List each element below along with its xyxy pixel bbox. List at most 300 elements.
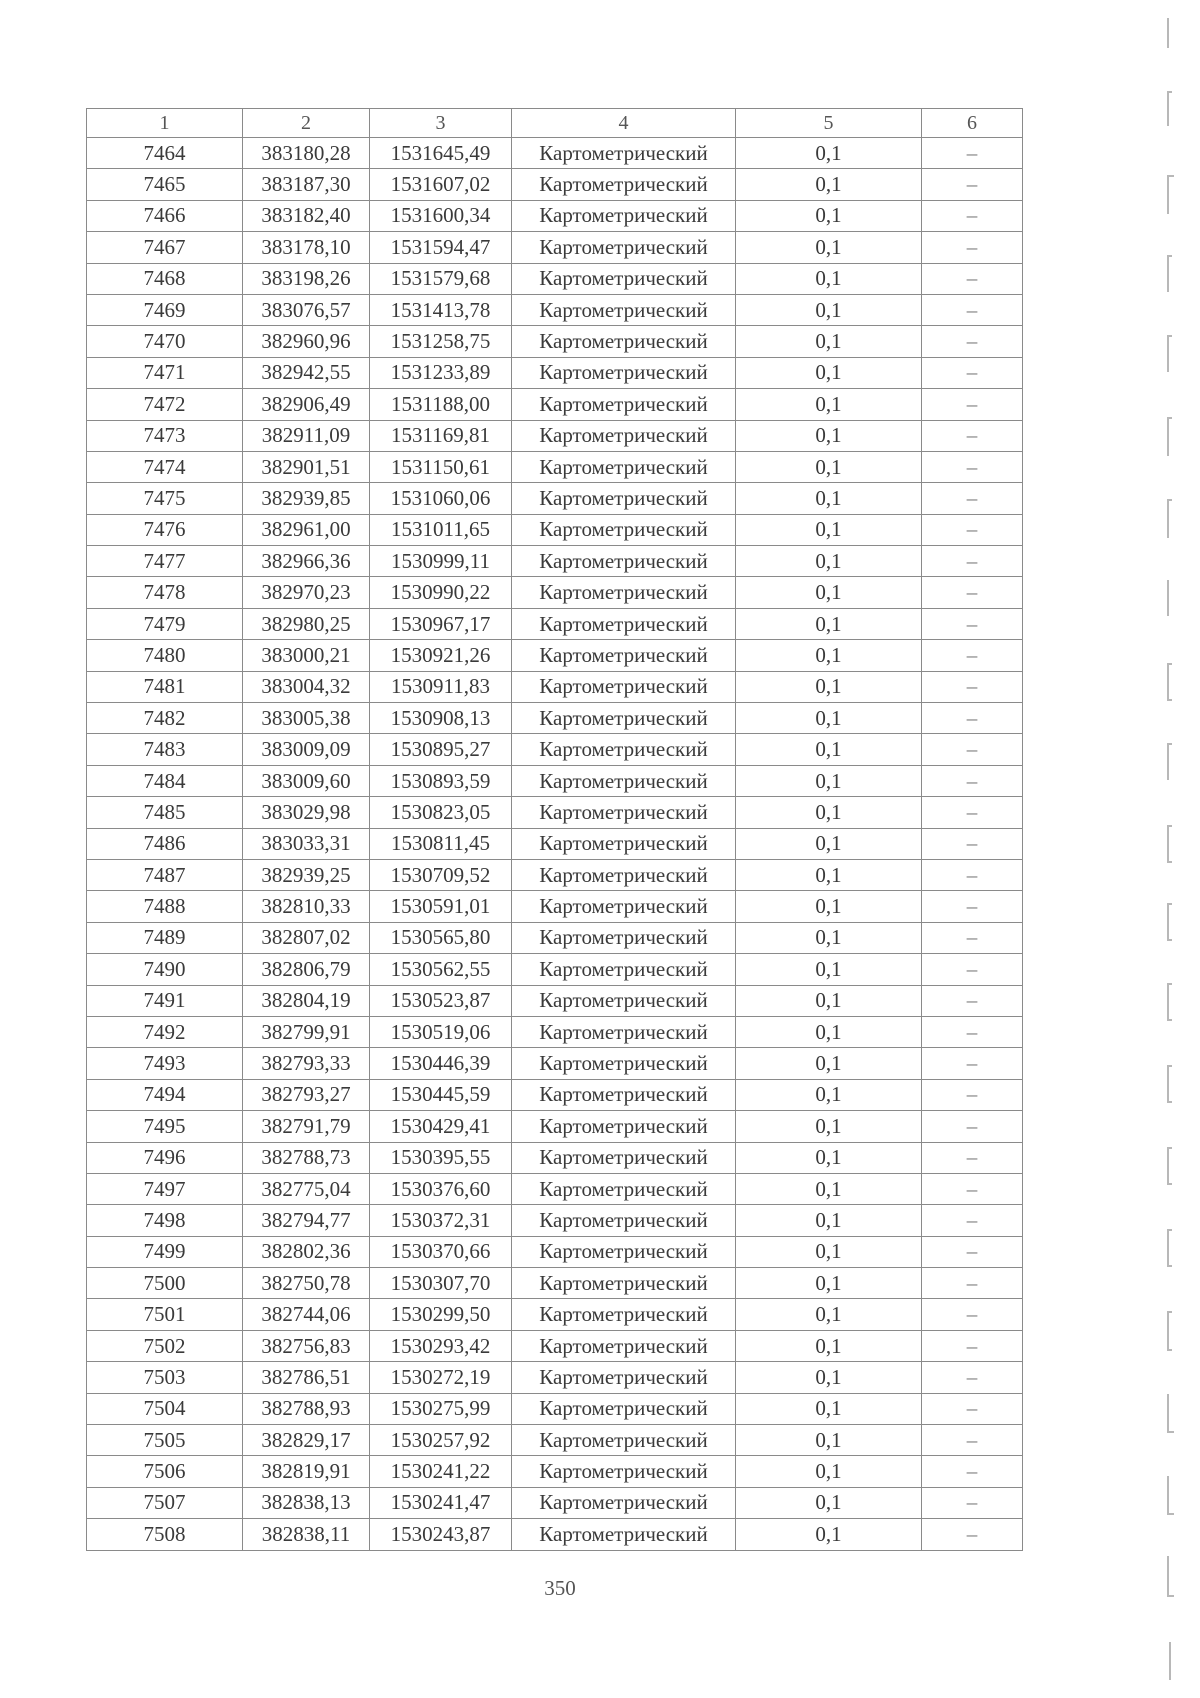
y-coordinate-cell: 1531011,65 [370, 514, 512, 545]
x-coordinate-cell: 382791,79 [243, 1111, 370, 1142]
y-coordinate-cell: 1530823,05 [370, 797, 512, 828]
point-number-cell: 7482 [87, 703, 243, 734]
y-coordinate-cell: 1531607,02 [370, 169, 512, 200]
point-number-cell: 7475 [87, 483, 243, 514]
x-coordinate-cell: 383009,60 [243, 765, 370, 796]
accuracy-cell: 0,1 [736, 138, 922, 169]
table-row [87, 420, 1023, 451]
note-cell: – [922, 859, 1023, 890]
note-cell: – [922, 546, 1023, 577]
x-coordinate-cell: 382966,36 [243, 546, 370, 577]
y-coordinate-cell: 1531600,34 [370, 200, 512, 231]
x-coordinate-cell: 382794,77 [243, 1205, 370, 1236]
y-coordinate-cell: 1531594,47 [370, 232, 512, 263]
point-number-cell: 7474 [87, 451, 243, 482]
x-coordinate-cell: 382744,06 [243, 1299, 370, 1330]
table-row [87, 765, 1023, 796]
note-cell: – [922, 671, 1023, 702]
accuracy-cell: 0,1 [736, 734, 922, 765]
table-row [87, 1362, 1023, 1393]
note-cell: – [922, 1456, 1023, 1487]
x-coordinate-cell: 382970,23 [243, 577, 370, 608]
y-coordinate-cell: 1530811,45 [370, 828, 512, 859]
table-row [87, 169, 1023, 200]
x-coordinate-cell: 382901,51 [243, 451, 370, 482]
accuracy-cell: 0,1 [736, 891, 922, 922]
table-row [87, 357, 1023, 388]
table-row [87, 671, 1023, 702]
y-coordinate-cell: 1530591,01 [370, 891, 512, 922]
accuracy-cell: 0,1 [736, 1425, 922, 1456]
method-cell: Картометрический [512, 671, 736, 702]
accuracy-cell: 0,1 [736, 797, 922, 828]
note-cell: – [922, 1425, 1023, 1456]
point-number-cell: 7494 [87, 1079, 243, 1110]
table-row [87, 1393, 1023, 1424]
accuracy-cell: 0,1 [736, 1393, 922, 1424]
y-coordinate-cell: 1530241,47 [370, 1487, 512, 1518]
x-coordinate-cell: 382942,55 [243, 357, 370, 388]
point-number-cell: 7497 [87, 1173, 243, 1204]
point-number-cell: 7504 [87, 1393, 243, 1424]
note-cell: – [922, 294, 1023, 325]
x-coordinate-cell: 382906,49 [243, 389, 370, 420]
point-number-cell: 7465 [87, 169, 243, 200]
table-row [87, 1299, 1023, 1330]
method-cell: Картометрический [512, 828, 736, 859]
table-row [87, 138, 1023, 169]
note-cell: – [922, 357, 1023, 388]
table-row [87, 1016, 1023, 1047]
accuracy-cell: 0,1 [736, 483, 922, 514]
y-coordinate-cell: 1530895,27 [370, 734, 512, 765]
x-coordinate-cell: 383182,40 [243, 200, 370, 231]
table-row [87, 859, 1023, 890]
table-row [87, 326, 1023, 357]
x-coordinate-cell: 382980,25 [243, 608, 370, 639]
accuracy-cell: 0,1 [736, 451, 922, 482]
x-coordinate-cell: 382802,36 [243, 1236, 370, 1267]
method-cell: Картометрический [512, 294, 736, 325]
point-number-cell: 7490 [87, 954, 243, 985]
method-cell: Картометрический [512, 389, 736, 420]
note-cell: – [922, 1330, 1023, 1361]
x-coordinate-cell: 382838,13 [243, 1487, 370, 1518]
table-row [87, 546, 1023, 577]
method-cell: Картометрический [512, 608, 736, 639]
y-coordinate-cell: 1530370,66 [370, 1236, 512, 1267]
accuracy-cell: 0,1 [736, 1173, 922, 1204]
method-cell: Картометрический [512, 1362, 736, 1393]
column-header: 3 [370, 109, 512, 138]
y-coordinate-cell: 1530990,22 [370, 577, 512, 608]
note-cell: – [922, 703, 1023, 734]
y-coordinate-cell: 1530257,92 [370, 1425, 512, 1456]
note-cell: – [922, 954, 1023, 985]
x-coordinate-cell: 382961,00 [243, 514, 370, 545]
point-number-cell: 7472 [87, 389, 243, 420]
y-coordinate-cell: 1530911,83 [370, 671, 512, 702]
method-cell: Картометрический [512, 1299, 736, 1330]
x-coordinate-cell: 382911,09 [243, 420, 370, 451]
accuracy-cell: 0,1 [736, 608, 922, 639]
point-number-cell: 7500 [87, 1268, 243, 1299]
note-cell: – [922, 451, 1023, 482]
scan-margin-artifacts [1160, 0, 1200, 1698]
table-row [87, 1330, 1023, 1361]
method-cell: Картометрический [512, 1487, 736, 1518]
point-number-cell: 7464 [87, 138, 243, 169]
y-coordinate-cell: 1530372,31 [370, 1205, 512, 1236]
point-number-cell: 7487 [87, 859, 243, 890]
accuracy-cell: 0,1 [736, 1079, 922, 1110]
note-cell: – [922, 1142, 1023, 1173]
x-coordinate-cell: 383178,10 [243, 232, 370, 263]
y-coordinate-cell: 1530293,42 [370, 1330, 512, 1361]
x-coordinate-cell: 382786,51 [243, 1362, 370, 1393]
table-row [87, 263, 1023, 294]
accuracy-cell: 0,1 [736, 1330, 922, 1361]
accuracy-cell: 0,1 [736, 954, 922, 985]
table-row [87, 294, 1023, 325]
note-cell: – [922, 232, 1023, 263]
note-cell: – [922, 891, 1023, 922]
method-cell: Картометрический [512, 1173, 736, 1204]
point-number-cell: 7477 [87, 546, 243, 577]
column-header: 4 [512, 109, 736, 138]
note-cell: – [922, 1048, 1023, 1079]
x-coordinate-cell: 382788,73 [243, 1142, 370, 1173]
table-header-row [87, 109, 1023, 138]
table-row [87, 483, 1023, 514]
y-coordinate-cell: 1530275,99 [370, 1393, 512, 1424]
point-number-cell: 7484 [87, 765, 243, 796]
method-cell: Картометрический [512, 1268, 736, 1299]
table-row [87, 608, 1023, 639]
table-row [87, 1268, 1023, 1299]
accuracy-cell: 0,1 [736, 1111, 922, 1142]
accuracy-cell: 0,1 [736, 1048, 922, 1079]
y-coordinate-cell: 1530446,39 [370, 1048, 512, 1079]
point-number-cell: 7505 [87, 1425, 243, 1456]
point-number-cell: 7485 [87, 797, 243, 828]
table-row [87, 734, 1023, 765]
note-cell: – [922, 1268, 1023, 1299]
method-cell: Картометрический [512, 357, 736, 388]
table-row [87, 1142, 1023, 1173]
accuracy-cell: 0,1 [736, 420, 922, 451]
point-number-cell: 7468 [87, 263, 243, 294]
accuracy-cell: 0,1 [736, 1268, 922, 1299]
note-cell: – [922, 1205, 1023, 1236]
accuracy-cell: 0,1 [736, 294, 922, 325]
coordinates-table [86, 108, 1023, 1551]
x-coordinate-cell: 382939,25 [243, 859, 370, 890]
point-number-cell: 7506 [87, 1456, 243, 1487]
table-row [87, 1425, 1023, 1456]
table-row [87, 954, 1023, 985]
accuracy-cell: 0,1 [736, 546, 922, 577]
method-cell: Картометрический [512, 1393, 736, 1424]
table-row [87, 514, 1023, 545]
note-cell: – [922, 577, 1023, 608]
y-coordinate-cell: 1530376,60 [370, 1173, 512, 1204]
note-cell: – [922, 1111, 1023, 1142]
method-cell: Картометрический [512, 420, 736, 451]
method-cell: Картометрический [512, 326, 736, 357]
method-cell: Картометрический [512, 765, 736, 796]
y-coordinate-cell: 1530307,70 [370, 1268, 512, 1299]
accuracy-cell: 0,1 [736, 828, 922, 859]
accuracy-cell: 0,1 [736, 703, 922, 734]
column-header: 2 [243, 109, 370, 138]
method-cell: Картометрический [512, 734, 736, 765]
method-cell: Картометрический [512, 263, 736, 294]
method-cell: Картометрический [512, 1456, 736, 1487]
point-number-cell: 7481 [87, 671, 243, 702]
accuracy-cell: 0,1 [736, 1142, 922, 1173]
x-coordinate-cell: 383076,57 [243, 294, 370, 325]
y-coordinate-cell: 1530893,59 [370, 765, 512, 796]
x-coordinate-cell: 383005,38 [243, 703, 370, 734]
point-number-cell: 7466 [87, 200, 243, 231]
y-coordinate-cell: 1530299,50 [370, 1299, 512, 1330]
point-number-cell: 7503 [87, 1362, 243, 1393]
note-cell: – [922, 1173, 1023, 1204]
y-coordinate-cell: 1530908,13 [370, 703, 512, 734]
point-number-cell: 7507 [87, 1487, 243, 1518]
accuracy-cell: 0,1 [736, 169, 922, 200]
point-number-cell: 7496 [87, 1142, 243, 1173]
accuracy-cell: 0,1 [736, 263, 922, 294]
x-coordinate-cell: 383004,32 [243, 671, 370, 702]
x-coordinate-cell: 382756,83 [243, 1330, 370, 1361]
note-cell: – [922, 1487, 1023, 1518]
y-coordinate-cell: 1531150,61 [370, 451, 512, 482]
method-cell: Картометрический [512, 954, 736, 985]
method-cell: Картометрический [512, 922, 736, 953]
y-coordinate-cell: 1530445,59 [370, 1079, 512, 1110]
accuracy-cell: 0,1 [736, 1519, 922, 1550]
point-number-cell: 7467 [87, 232, 243, 263]
accuracy-cell: 0,1 [736, 859, 922, 890]
x-coordinate-cell: 382807,02 [243, 922, 370, 953]
x-coordinate-cell: 382750,78 [243, 1268, 370, 1299]
x-coordinate-cell: 382810,33 [243, 891, 370, 922]
note-cell: – [922, 1362, 1023, 1393]
point-number-cell: 7508 [87, 1519, 243, 1550]
table-row [87, 1205, 1023, 1236]
point-number-cell: 7501 [87, 1299, 243, 1330]
y-coordinate-cell: 1531579,68 [370, 263, 512, 294]
method-cell: Картометрический [512, 232, 736, 263]
table-row [87, 640, 1023, 671]
table-row [87, 828, 1023, 859]
accuracy-cell: 0,1 [736, 765, 922, 796]
column-header: 1 [87, 109, 243, 138]
note-cell: – [922, 1236, 1023, 1267]
method-cell: Картометрический [512, 577, 736, 608]
table-row [87, 891, 1023, 922]
y-coordinate-cell: 1531645,49 [370, 138, 512, 169]
point-number-cell: 7478 [87, 577, 243, 608]
table-row [87, 985, 1023, 1016]
note-cell: – [922, 420, 1023, 451]
accuracy-cell: 0,1 [736, 640, 922, 671]
column-header: 5 [736, 109, 922, 138]
method-cell: Картометрический [512, 640, 736, 671]
point-number-cell: 7498 [87, 1205, 243, 1236]
method-cell: Картометрический [512, 1048, 736, 1079]
table-row [87, 703, 1023, 734]
x-coordinate-cell: 383029,98 [243, 797, 370, 828]
point-number-cell: 7502 [87, 1330, 243, 1361]
accuracy-cell: 0,1 [736, 1016, 922, 1047]
y-coordinate-cell: 1531233,89 [370, 357, 512, 388]
y-coordinate-cell: 1531060,06 [370, 483, 512, 514]
accuracy-cell: 0,1 [736, 232, 922, 263]
method-cell: Картометрический [512, 797, 736, 828]
accuracy-cell: 0,1 [736, 922, 922, 953]
table-row [87, 1487, 1023, 1518]
x-coordinate-cell: 383000,21 [243, 640, 370, 671]
table-row [87, 200, 1023, 231]
point-number-cell: 7476 [87, 514, 243, 545]
method-cell: Картометрический [512, 138, 736, 169]
method-cell: Картометрический [512, 1236, 736, 1267]
method-cell: Картометрический [512, 1016, 736, 1047]
point-number-cell: 7491 [87, 985, 243, 1016]
note-cell: – [922, 200, 1023, 231]
x-coordinate-cell: 382775,04 [243, 1173, 370, 1204]
note-cell: – [922, 608, 1023, 639]
x-coordinate-cell: 382806,79 [243, 954, 370, 985]
x-coordinate-cell: 382838,11 [243, 1519, 370, 1550]
y-coordinate-cell: 1530272,19 [370, 1362, 512, 1393]
table-row [87, 1173, 1023, 1204]
table-row [87, 389, 1023, 420]
table-row [87, 232, 1023, 263]
note-cell: – [922, 389, 1023, 420]
note-cell: – [922, 765, 1023, 796]
page-number: 350 [544, 1576, 576, 1600]
accuracy-cell: 0,1 [736, 1456, 922, 1487]
note-cell: – [922, 828, 1023, 859]
method-cell: Картометрический [512, 891, 736, 922]
note-cell: – [922, 514, 1023, 545]
accuracy-cell: 0,1 [736, 1362, 922, 1393]
y-coordinate-cell: 1530243,87 [370, 1519, 512, 1550]
table-row [87, 1048, 1023, 1079]
table-row [87, 577, 1023, 608]
method-cell: Картометрический [512, 1142, 736, 1173]
accuracy-cell: 0,1 [736, 389, 922, 420]
y-coordinate-cell: 1531413,78 [370, 294, 512, 325]
note-cell: – [922, 1299, 1023, 1330]
y-coordinate-cell: 1530562,55 [370, 954, 512, 985]
note-cell: – [922, 1519, 1023, 1550]
accuracy-cell: 0,1 [736, 577, 922, 608]
point-number-cell: 7479 [87, 608, 243, 639]
y-coordinate-cell: 1530519,06 [370, 1016, 512, 1047]
x-coordinate-cell: 382793,27 [243, 1079, 370, 1110]
x-coordinate-cell: 382960,96 [243, 326, 370, 357]
x-coordinate-cell: 383009,09 [243, 734, 370, 765]
point-number-cell: 7486 [87, 828, 243, 859]
method-cell: Картометрический [512, 483, 736, 514]
method-cell: Картометрический [512, 1079, 736, 1110]
y-coordinate-cell: 1530565,80 [370, 922, 512, 953]
x-coordinate-cell: 382819,91 [243, 1456, 370, 1487]
note-cell: – [922, 1079, 1023, 1110]
accuracy-cell: 0,1 [736, 1205, 922, 1236]
method-cell: Картометрический [512, 703, 736, 734]
point-number-cell: 7483 [87, 734, 243, 765]
y-coordinate-cell: 1530921,26 [370, 640, 512, 671]
accuracy-cell: 0,1 [736, 514, 922, 545]
point-number-cell: 7499 [87, 1236, 243, 1267]
method-cell: Картометрический [512, 200, 736, 231]
y-coordinate-cell: 1531258,75 [370, 326, 512, 357]
point-number-cell: 7480 [87, 640, 243, 671]
note-cell: – [922, 922, 1023, 953]
accuracy-cell: 0,1 [736, 1236, 922, 1267]
table-body [87, 138, 1023, 1551]
note-cell: – [922, 1016, 1023, 1047]
method-cell: Картометрический [512, 1330, 736, 1361]
point-number-cell: 7489 [87, 922, 243, 953]
x-coordinate-cell: 383180,28 [243, 138, 370, 169]
x-coordinate-cell: 382799,91 [243, 1016, 370, 1047]
note-cell: – [922, 263, 1023, 294]
method-cell: Картометрический [512, 514, 736, 545]
y-coordinate-cell: 1530709,52 [370, 859, 512, 890]
table-row [87, 1111, 1023, 1142]
table-row [87, 1079, 1023, 1110]
method-cell: Картометрический [512, 1205, 736, 1236]
x-coordinate-cell: 383033,31 [243, 828, 370, 859]
note-cell: – [922, 640, 1023, 671]
table-row [87, 451, 1023, 482]
accuracy-cell: 0,1 [736, 671, 922, 702]
point-number-cell: 7471 [87, 357, 243, 388]
point-number-cell: 7488 [87, 891, 243, 922]
note-cell: – [922, 169, 1023, 200]
y-coordinate-cell: 1530395,55 [370, 1142, 512, 1173]
table-row [87, 1519, 1023, 1550]
method-cell: Картометрический [512, 1425, 736, 1456]
x-coordinate-cell: 382804,19 [243, 985, 370, 1016]
y-coordinate-cell: 1530523,87 [370, 985, 512, 1016]
note-cell: – [922, 1393, 1023, 1424]
method-cell: Картометрический [512, 985, 736, 1016]
point-number-cell: 7495 [87, 1111, 243, 1142]
point-number-cell: 7492 [87, 1016, 243, 1047]
y-coordinate-cell: 1530241,22 [370, 1456, 512, 1487]
column-header: 6 [922, 109, 1023, 138]
method-cell: Картометрический [512, 1519, 736, 1550]
x-coordinate-cell: 383198,26 [243, 263, 370, 294]
accuracy-cell: 0,1 [736, 326, 922, 357]
note-cell: – [922, 734, 1023, 765]
note-cell: – [922, 985, 1023, 1016]
y-coordinate-cell: 1531169,81 [370, 420, 512, 451]
point-number-cell: 7493 [87, 1048, 243, 1079]
table-row [87, 922, 1023, 953]
x-coordinate-cell: 382788,93 [243, 1393, 370, 1424]
accuracy-cell: 0,1 [736, 200, 922, 231]
method-cell: Картометрический [512, 546, 736, 577]
